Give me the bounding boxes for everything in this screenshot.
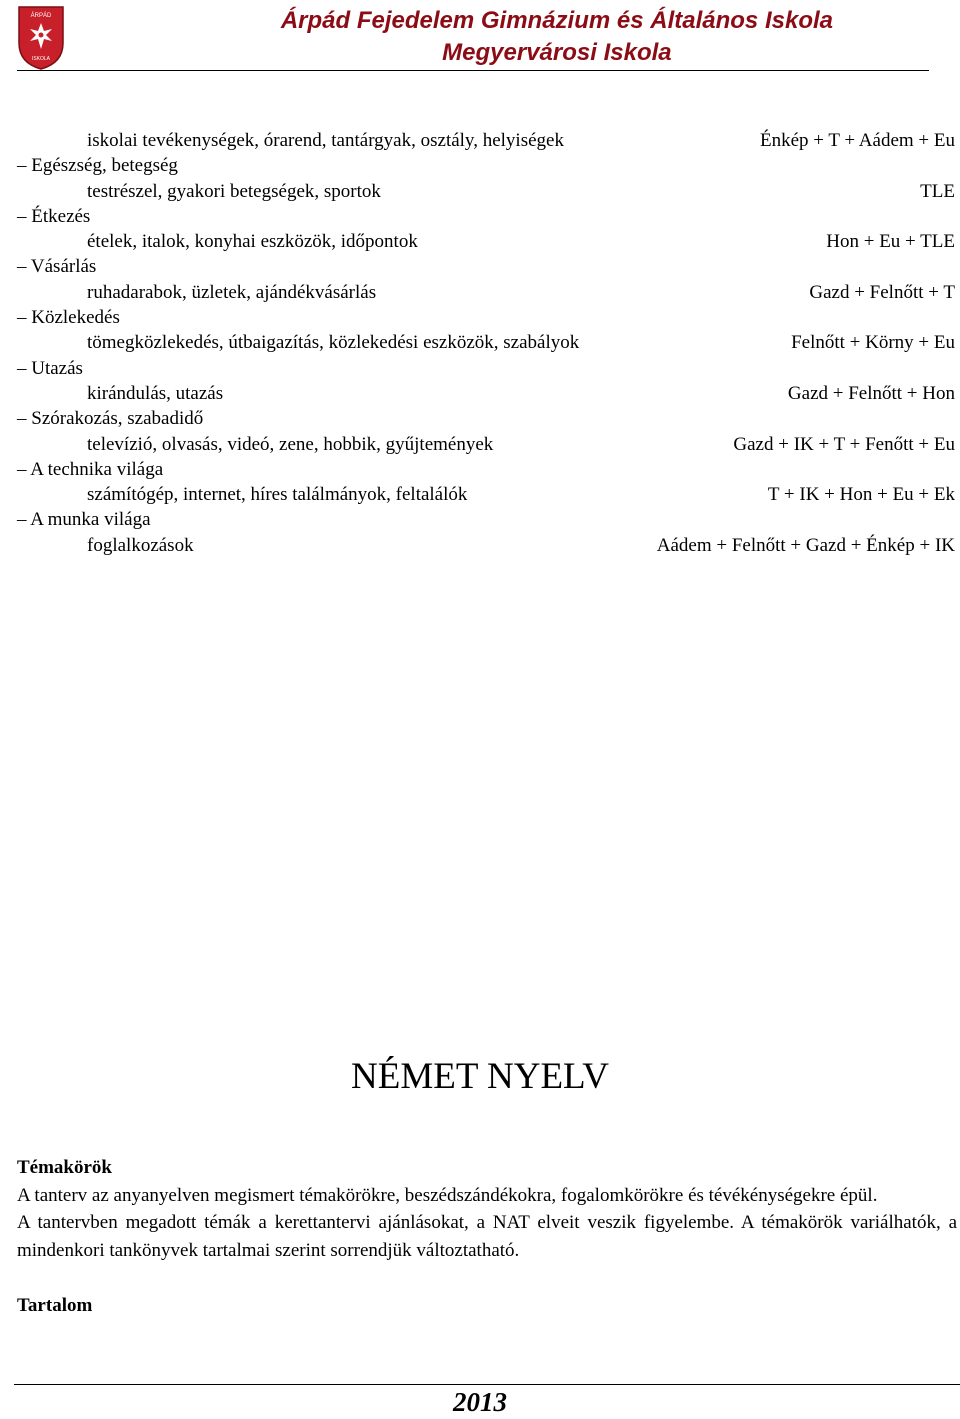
topic-text: számítógép, internet, híres találmányok, feltalálók <box>87 484 468 506</box>
topic-row <box>0 432 960 457</box>
logo-text-bottom: ISKOLA <box>31 56 51 62</box>
topic-row <box>0 381 960 406</box>
topic-text: ételek, italok, konyhai eszközök, időpontok <box>87 231 418 253</box>
topic-category-row <box>0 204 960 229</box>
topic-category: – A munka világa <box>17 509 151 531</box>
topic-text: ruhadarabok, üzletek, ajándékvásárlás <box>87 281 377 303</box>
topic-category-row <box>0 254 960 279</box>
heading-temakorok: Témakörök <box>17 1157 112 1178</box>
school-crest-logo <box>17 5 65 71</box>
topic-category: – A technika világa <box>17 458 164 480</box>
topic-category-row <box>0 406 960 431</box>
topic-codes: Felnőtt + Körny + Eu <box>791 332 955 354</box>
school-name-line1: Árpád Fejedelem Gimnázium és Általános Iskola <box>280 7 833 34</box>
topic-text: testrészel, gyakori betegségek, sportok <box>87 180 381 202</box>
topic-row <box>0 533 960 558</box>
topic-category-row <box>0 356 960 381</box>
logo-text-top: ÁRPÁD <box>30 13 52 19</box>
topic-text: tömegközlekedés, útbaigazítás, közlekedési eszközök, szabályok <box>87 332 580 354</box>
topic-codes: Gazd + Felnőtt + T <box>809 281 955 303</box>
topic-category: – Egészség, betegség <box>17 155 178 177</box>
topic-category: – Szórakozás, szabadidő <box>17 408 204 430</box>
topic-category: – Utazás <box>17 357 83 379</box>
topic-category-row <box>0 457 960 482</box>
topic-codes: Hon + Eu + TLE <box>826 231 955 253</box>
topic-codes: T + IK + Hon + Eu + Ek <box>767 484 955 506</box>
topic-category-row <box>0 507 960 532</box>
section-title: NÉMET NYELV <box>351 1056 609 1097</box>
topic-text: iskolai tevékenységek, órarend, tantárgyak, osztály, helyiségek <box>87 130 564 151</box>
topic-row <box>0 482 960 507</box>
section-body <box>17 1154 957 1320</box>
header-divider <box>17 70 929 71</box>
topic-category: – Közlekedés <box>17 307 120 329</box>
topic-row <box>0 229 960 254</box>
heading-tartalom: Tartalom <box>17 1294 93 1316</box>
topic-category: – Étkezés <box>17 205 91 227</box>
footer-year: 2013 <box>453 1387 507 1417</box>
page-header <box>0 0 960 74</box>
topic-codes: Gazd + Felnőtt + Hon <box>787 382 955 404</box>
topic-category: – Vásárlás <box>17 256 97 278</box>
topic-text: televízió, olvasás, videó, zene, hobbik, gyűjtemények <box>87 433 494 455</box>
topic-row <box>0 330 960 355</box>
topic-category-row <box>0 153 960 178</box>
topic-row <box>0 179 960 204</box>
topic-codes: TLE <box>920 180 955 202</box>
topic-row <box>0 128 960 153</box>
topic-codes: Gazd + IK + T + Fenőtt + Eu <box>733 433 955 455</box>
topics-list <box>0 128 960 558</box>
school-name <box>281 5 833 69</box>
topic-category-row <box>0 305 960 330</box>
topic-codes: Énkép + T + Aádem + Eu <box>759 130 955 151</box>
paragraph-2: A tantervben megadott témák a kerettantervi ajánlásokat, a NAT elveit veszik figyelembe. A témakörök variálhatók, a mindenkori tankönyvek tartalmai szerint sorrendjük változtatható. <box>17 1212 957 1261</box>
school-name-line2: Megyervárosi Iskola <box>442 39 672 66</box>
topic-text: kirándulás, utazás <box>87 382 224 404</box>
paragraph-1: A tanterv az anyanyelven megismert témakörökre, beszédszándékokra, fogalomkörökre és tévékénységekre épül. <box>17 1184 878 1206</box>
topic-codes: Aádem + Felnőtt + Gazd + Énkép + IK <box>656 534 955 556</box>
topic-text: foglalkozások <box>87 534 194 556</box>
topic-row <box>0 280 960 305</box>
